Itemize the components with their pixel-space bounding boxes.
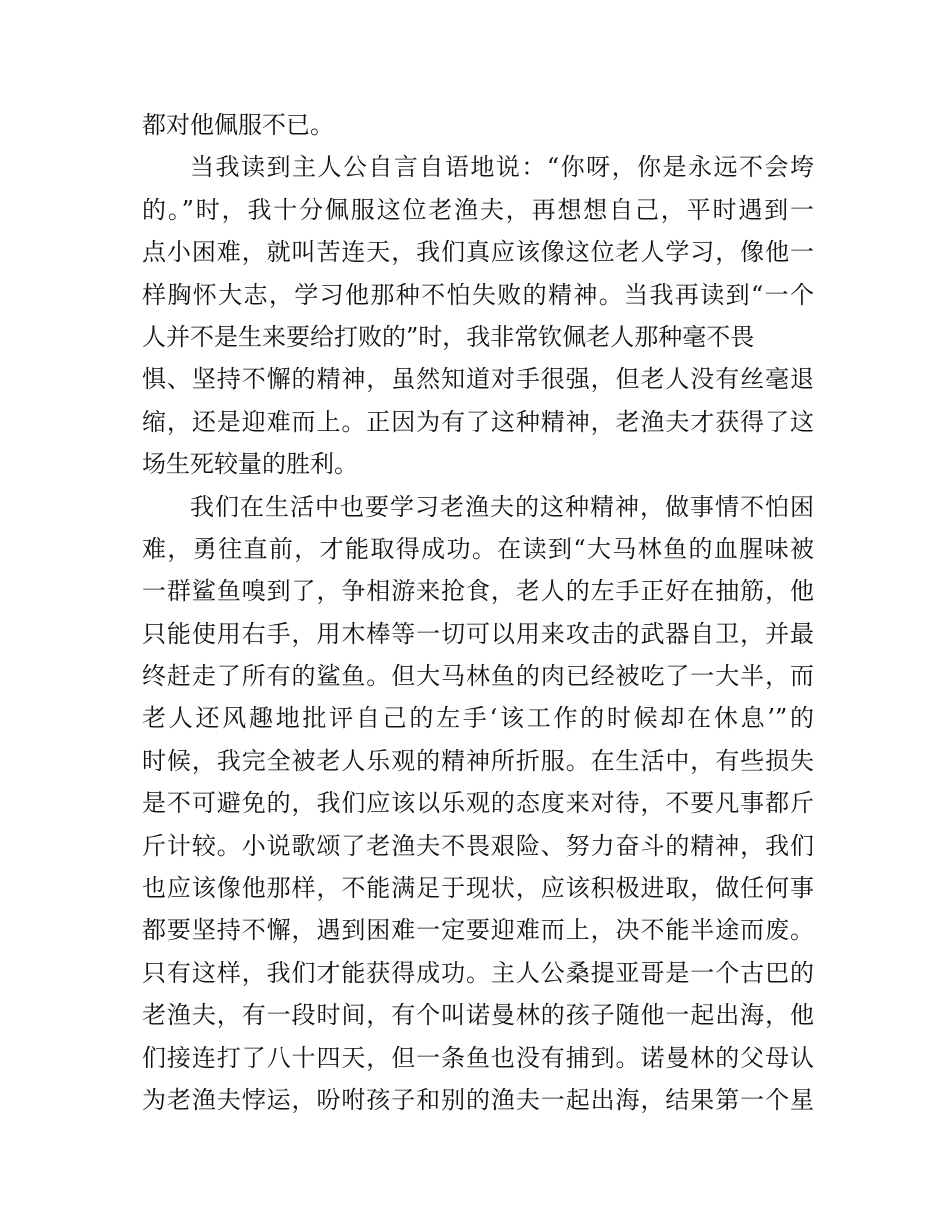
text-line: 都对他佩服不已。	[142, 111, 334, 139]
text-line: 是不可避免的，我们应该以乐观的态度来对待，不要凡事都斤	[142, 789, 814, 818]
text-line: 也应该像他那样，不能满足于现状，应该积极进取，做任何事	[142, 874, 814, 903]
text-line: 难，勇往直前，才能取得成功。在读到“大马林鱼的血腥味被	[142, 534, 814, 563]
text-line: 老人还风趣地批评自己的左手‘该工作的时候却在休息’”的	[142, 704, 814, 733]
text-line: 只有这样，我们才能获得成功。主人公桑提亚哥是一个古巴的	[142, 958, 814, 987]
text-line: 的。”时，我十分佩服这位老渔夫，再想想自己，平时遇到一	[142, 195, 814, 224]
text-line: 样胸怀大志，学习他那种不怕失败的精神。当我再读到“一个	[142, 280, 814, 309]
text-line: 都要坚持不懈，遇到困难一定要迎难而上，决不能半途而废。	[142, 916, 814, 945]
text-line: 终赶走了所有的鲨鱼。但大马林鱼的肉已经被吃了一大半，而	[142, 662, 814, 691]
text-line: 们接连打了八十四天，但一条鱼也没有捕到。诺曼林的父母认	[142, 1043, 814, 1072]
text-line: 惧、坚持不懈的精神，虽然知道对手很强，但老人没有丝毫退	[142, 365, 814, 394]
text-line: 为老渔夫悖运，吩咐孩子和别的渔夫一起出海，结果第一个星	[142, 1085, 814, 1114]
text-line: 人并不是生来要给打败的”时，我非常钦佩老人那种毫不畏	[142, 322, 755, 351]
text-line: 点小困难，就叫苦连天，我们真应该像这位老人学习，像他一	[142, 238, 814, 267]
text-line: 只能使用右手，用木棒等一切可以用来攻击的武器自卫，并最	[142, 619, 814, 648]
text-line: 时候，我完全被老人乐观的精神所折服。在生活中，有些损失	[142, 746, 814, 775]
text-line: 斤计较。小说歌颂了老渔夫不畏艰险、努力奋斗的精神，我们	[142, 831, 814, 860]
body-text	[142, 104, 814, 1121]
text-line: 缩，还是迎难而上。正因为有了这种精神，老渔夫才获得了这	[142, 407, 814, 436]
paragraph-first-line: 我们在生活中也要学习老渔夫的这种精神，做事情不怕困	[190, 492, 814, 521]
text-line: 场生死较量的胜利。	[142, 450, 358, 479]
text-line: 一群鲨鱼嗅到了，争相游来抢食，老人的左手正好在抽筋，他	[142, 577, 814, 606]
text-line: 老渔夫，有一段时间，有个叫诺曼林的孩子随他一起出海，他	[142, 1001, 814, 1030]
paragraph-first-line: 当我读到主人公自言自语地说：“你呀，你是永远不会垮	[190, 153, 814, 182]
